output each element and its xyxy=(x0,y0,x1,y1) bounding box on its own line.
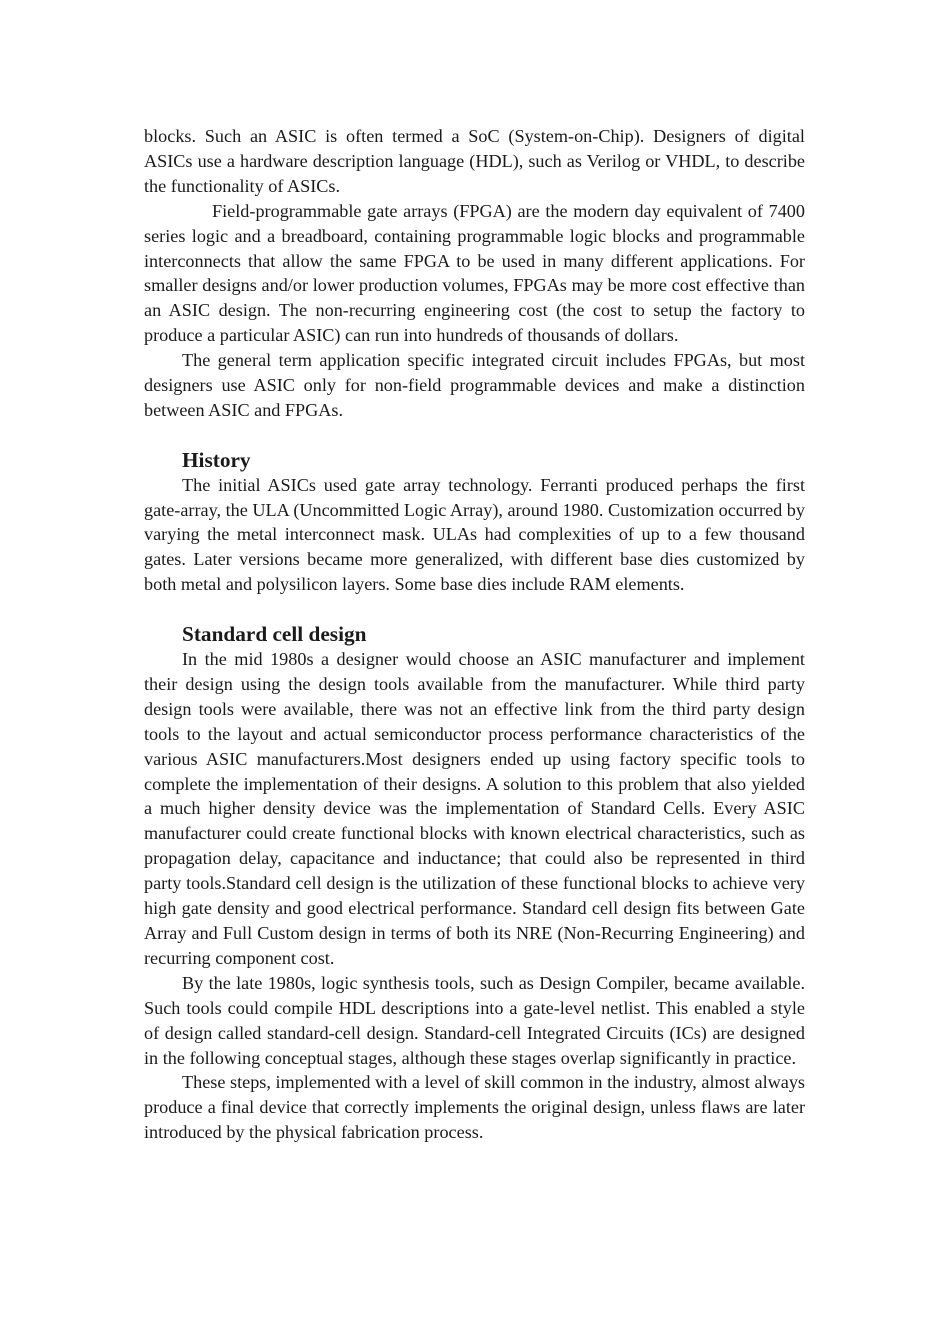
history-paragraph-1: The initial ASICs used gate array technology. Ferranti produced perhaps the first gate-array, the ULA (Uncommitted Logic Array), around 1980. Customization occurred by varying the metal interconnect mask. ULAs had complexities of up to a few thousand gates. Later versions became more generalized, with different base dies customized by both metal and polysilicon layers. Some base dies include RAM elements. xyxy=(144,474,805,595)
intro-paragraph-1: blocks. Such an ASIC is often termed a SoC (System-on-Chip). Designers of digital ASICs use a hardware description language (HDL), such as Verilog or VHDL, to describe the functionality of ASICs. xyxy=(144,126,805,196)
section-heading-standard-cell-design: Standard cell design xyxy=(182,622,367,647)
intro-paragraph-fpga: Field-programmable gate arrays (FPGA) are the modern day equivalent of 7400 series logic and a breadboard, containing programmable logic blocks and programmable interconnects that allow the same FPGA to be used in many different applications. For smaller designs and/or lower production volumes, FPGAs may be more cost effective than an ASIC design. The non-recurring engineering cost (the cost to setup the factory to produce a particular ASIC) can run into hundreds of thousands of dollars. xyxy=(144,200,805,346)
standard-cell-paragraph-2: By the late 1980s, logic synthesis tools, such as Design Compiler, became available. Such tools could compile HDL descriptions into a gate-level netlist. This enabled a style of design called standard-cell design. Standard-cell Integrated Circuits (ICs) are designed in the following conceptual stages, although these stages overlap significantly in practice. xyxy=(144,972,805,1068)
standard-cell-paragraph-3: These steps, implemented with a level of skill common in the industry, almost always produce a final device that correctly implements the original design, unless flaws are later introduced by the physical fabrication process. xyxy=(144,1072,805,1143)
section-heading-history: History xyxy=(182,447,251,472)
document-page xyxy=(144,124,805,1145)
intro-paragraph-general-term: The general term application specific integrated circuit includes FPGAs, but most designers use ASIC only for non-field programmable devices and make a distinction between ASIC and FPGAs. xyxy=(144,350,805,420)
section-spacer xyxy=(144,423,805,448)
section-spacer xyxy=(144,597,805,622)
standard-cell-paragraph-1: In the mid 1980s a designer would choose an ASIC manufacturer and implement their design using the design tools available from the manufacturer. While third party design tools were available, there was not an effective link from the third party design tools to the layout and actual semiconductor process performance characteristics of the various ASIC manufacturers.Most designers ended up using factory specific tools to complete the implementation of their designs. A solution to this problem that also yielded a much higher density device was the implementation of Standard Cells. Every ASIC manufacturer could create functional blocks with known electrical characteristics, such as propagation delay, capacitance and inductance; that could also be represented in third party tools.Standard cell design is the utilization of these functional blocks to achieve very high gate density and good electrical performance. Standard cell design fits between Gate Array and Full Custom design in terms of both its NRE (Non-Recurring Engineering) and recurring component cost. xyxy=(144,649,805,968)
